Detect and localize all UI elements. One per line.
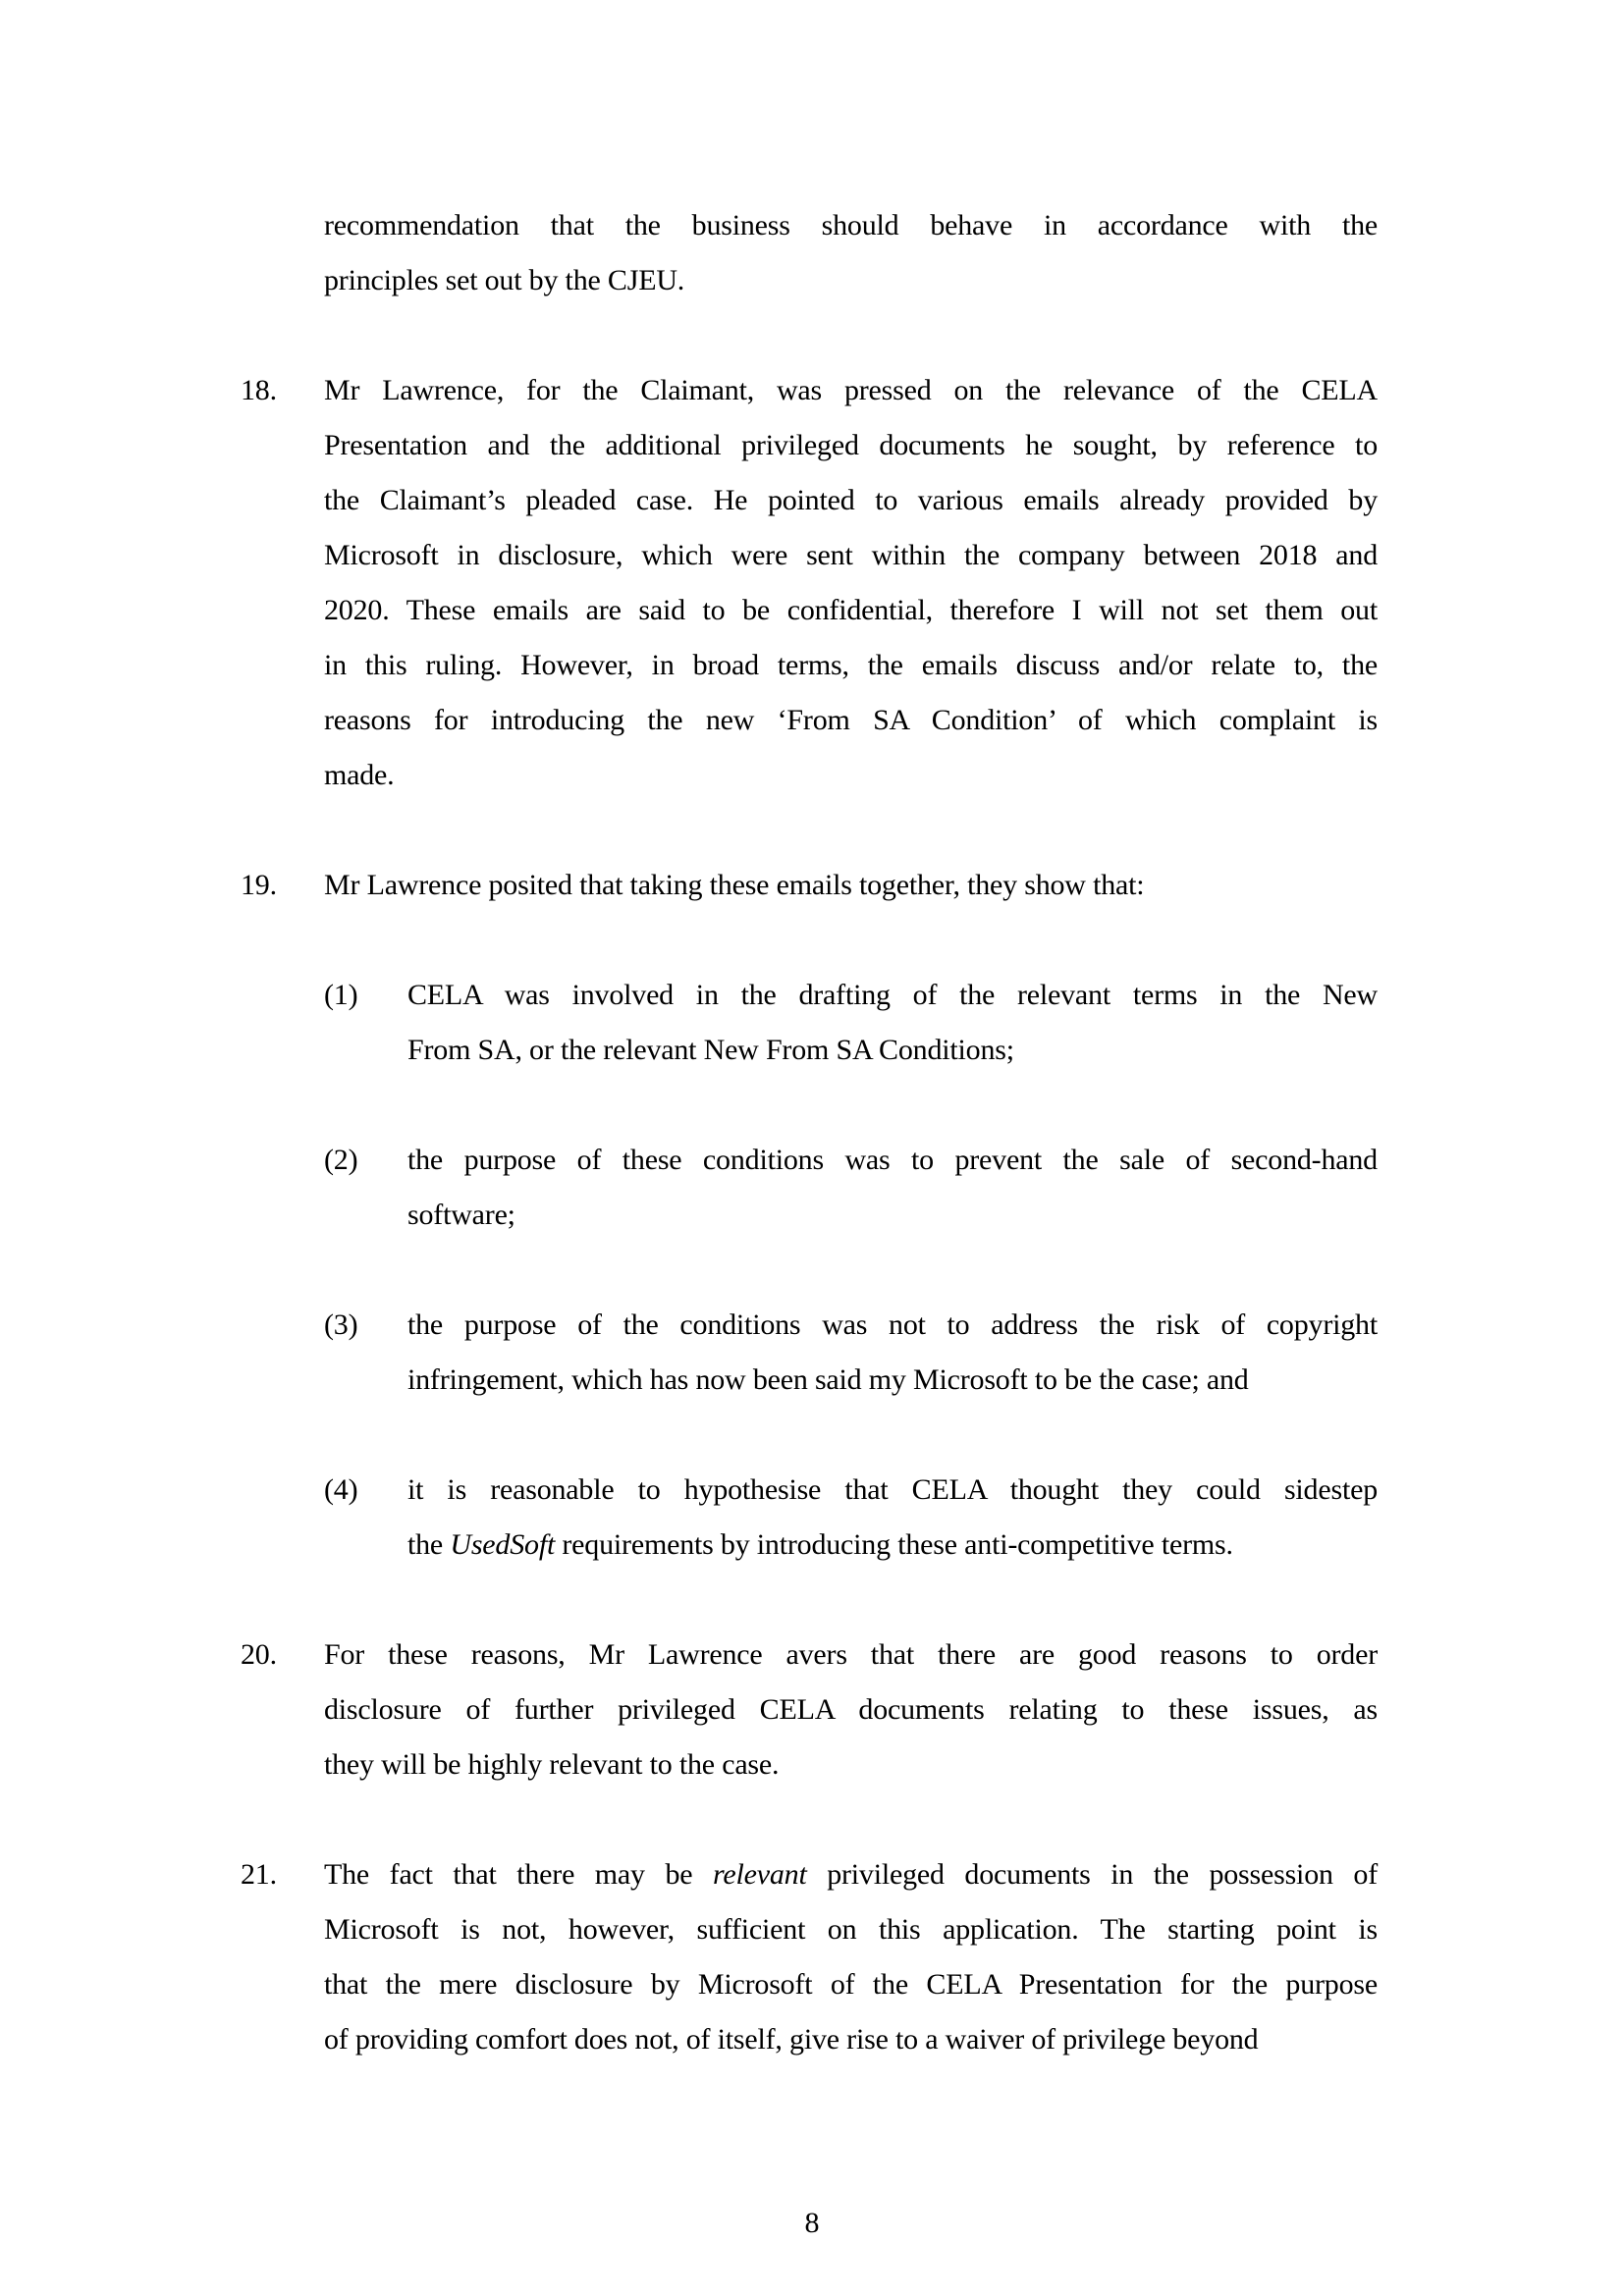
text-line: the purpose of the conditions was not to address the risk of copyright	[407, 1308, 1378, 1341]
text-line: disclosure of further privileged CELA documents relating to these issues, as	[324, 1693, 1378, 1726]
text-line: 2020. These emails are said to be confidential, therefore I will not set them out	[324, 594, 1378, 626]
paragraph-label: (2)	[324, 1144, 358, 1176]
paragraph-text	[324, 858, 1378, 913]
paragraph-label: 21.	[241, 1858, 277, 1891]
paragraph-continuation	[324, 198, 1378, 308]
paragraph-label: 19.	[241, 869, 277, 901]
paragraph-text	[407, 1298, 1378, 1408]
paragraph-2	[324, 1133, 1378, 1243]
text-line: made.	[324, 759, 395, 791]
text-line: the purpose of these conditions was to prevent the sale of second-hand	[407, 1144, 1378, 1176]
paragraph-label: 20.	[241, 1638, 277, 1671]
text-line: From SA, or the relevant New From SA Conditions;	[407, 1034, 1014, 1066]
text-line: The fact that there may be relevant privileged documents in the possession of	[324, 1858, 1378, 1891]
paragraph-3	[324, 1298, 1378, 1408]
paragraph-text	[407, 968, 1378, 1078]
paragraph-text	[324, 1847, 1378, 2067]
paragraph-20	[241, 1628, 1378, 1792]
paragraph-4	[324, 1463, 1378, 1573]
text-line: they will be highly relevant to the case.	[324, 1748, 780, 1781]
text-line: recommendation that the business should behave in accordance with the	[324, 209, 1378, 241]
document-content	[241, 198, 1378, 2122]
paragraph-19	[241, 858, 1378, 913]
italic-emphasis: relevant	[713, 1858, 807, 1891]
paragraph-text	[324, 1628, 1378, 1792]
paragraph-18	[241, 363, 1378, 803]
paragraph-label: 18.	[241, 374, 277, 406]
text-line: principles set out by the CJEU.	[324, 264, 685, 296]
text-line: Presentation and the additional privileged documents he sought, by reference to	[324, 429, 1378, 461]
paragraph-text	[407, 1463, 1378, 1573]
text-line: infringement, which has now been said my Microsoft to be the case; and	[407, 1363, 1249, 1396]
paragraph-label: (4)	[324, 1473, 358, 1506]
text-line: it is reasonable to hypothesise that CELA thought they could sidestep	[407, 1473, 1378, 1506]
text-line: that the mere disclosure by Microsoft of the CELA Presentation for the purpose	[324, 1968, 1378, 2001]
text-line: software;	[407, 1199, 515, 1231]
paragraph-label: (1)	[324, 979, 358, 1011]
paragraph-21	[241, 1847, 1378, 2067]
paragraph-text	[324, 363, 1378, 803]
paragraph-label: (3)	[324, 1308, 358, 1341]
text-line: Mr Lawrence, for the Claimant, was pressed on the relevance of the CELA	[324, 374, 1378, 406]
text-line: For these reasons, Mr Lawrence avers that there are good reasons to order	[324, 1638, 1378, 1671]
text-line: Microsoft in disclosure, which were sent within the company between 2018 and	[324, 539, 1378, 571]
text-line: reasons for introducing the new ‘From SA Condition’ of which complaint is	[324, 704, 1378, 736]
text-line: CELA was involved in the drafting of the relevant terms in the New	[407, 979, 1378, 1011]
paragraph-1	[324, 968, 1378, 1078]
text-line: of providing comfort does not, of itself, give rise to a waiver of privilege beyond	[324, 2023, 1259, 2056]
text-line: the Claimant’s pleaded case. He pointed to various emails already provided by	[324, 484, 1378, 516]
paragraph-text	[407, 1133, 1378, 1243]
text-line: Mr Lawrence posited that taking these emails together, they show that:	[324, 869, 1145, 901]
text-line: in this ruling. However, in broad terms, the emails discuss and/or relate to, the	[324, 649, 1378, 681]
text-line: the UsedSoft requirements by introducing these anti-competitive terms.	[407, 1528, 1233, 1561]
italic-emphasis: UsedSoft	[450, 1528, 556, 1561]
paragraph-text	[324, 198, 1378, 308]
text-line: Microsoft is not, however, sufficient on this application. The starting point is	[324, 1913, 1378, 1946]
page-number: 8	[804, 2207, 820, 2239]
